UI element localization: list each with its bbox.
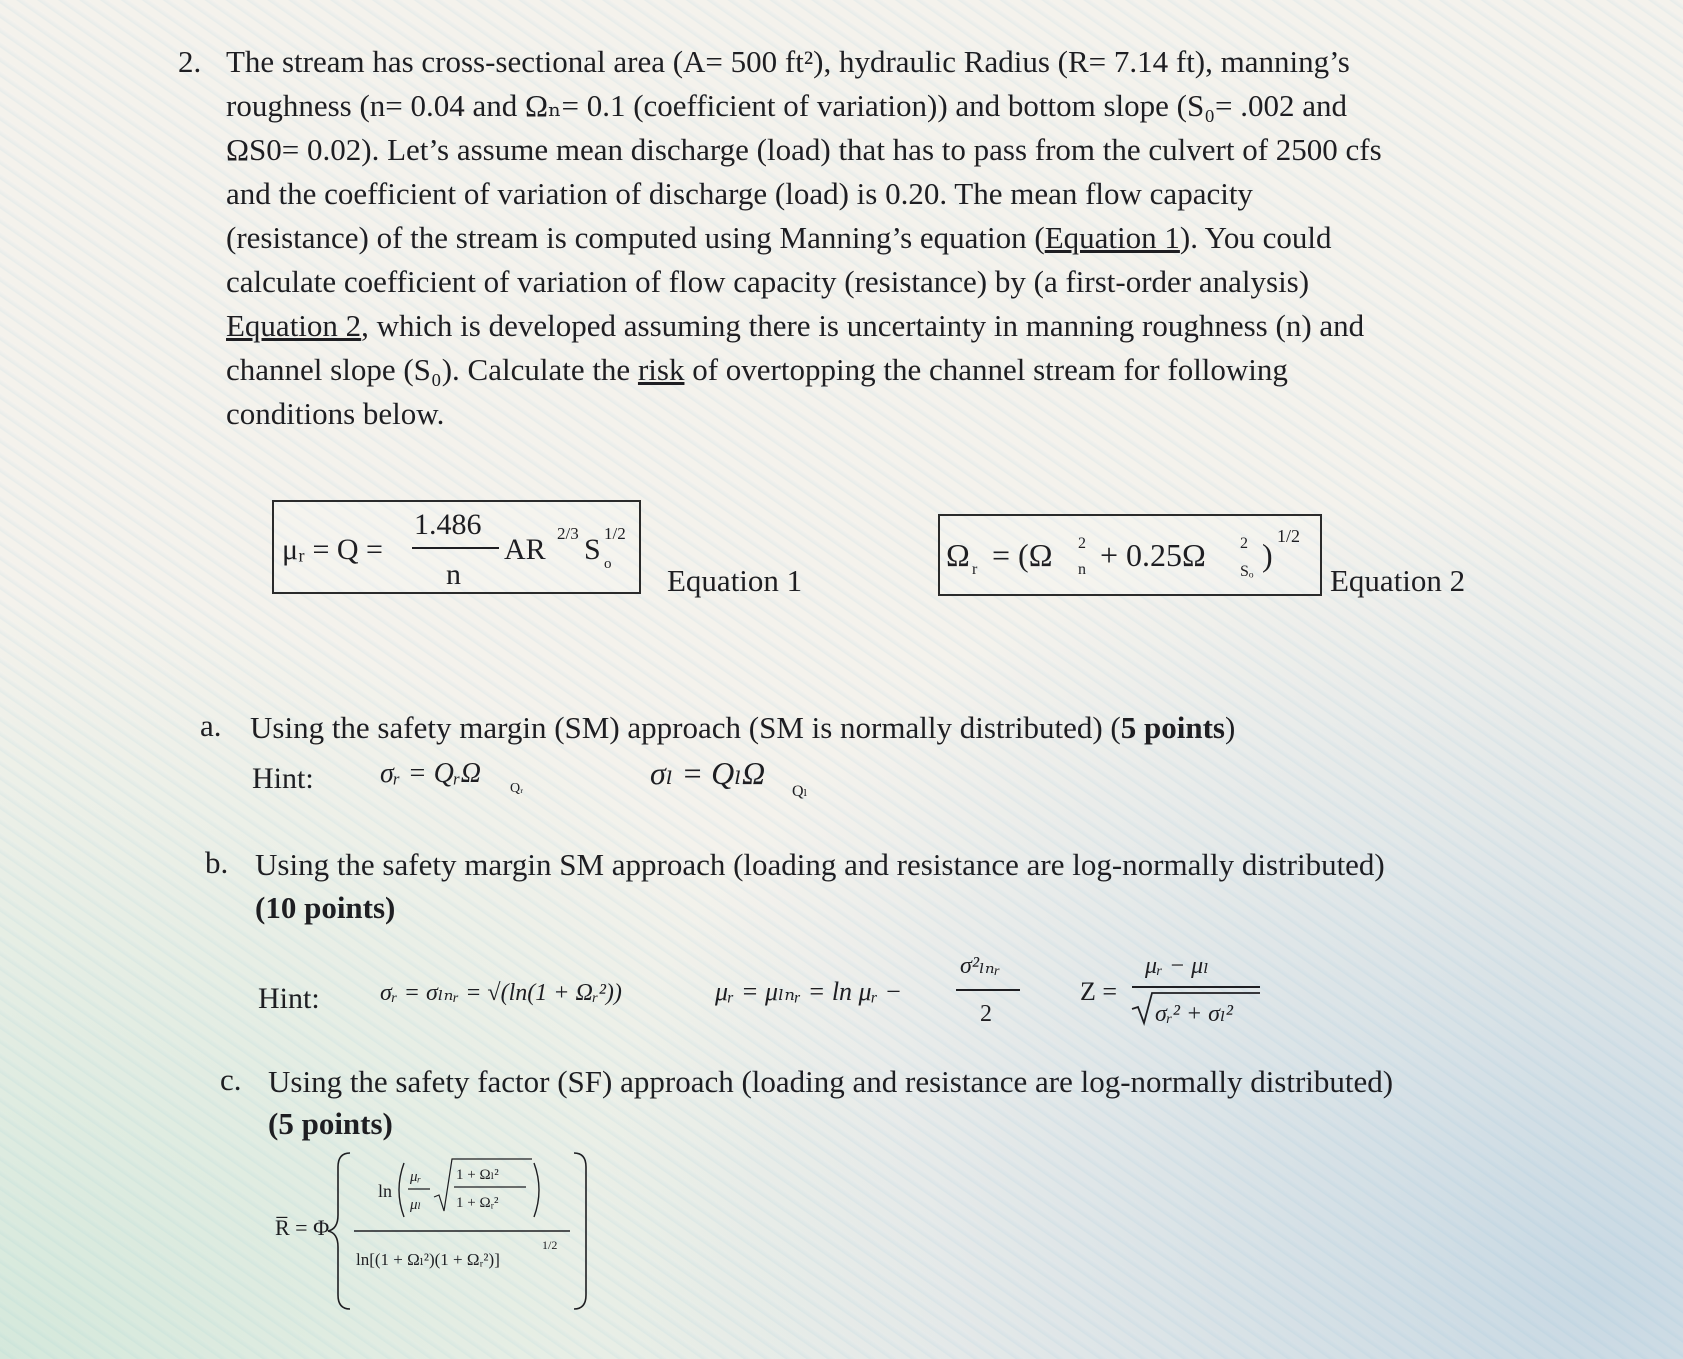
part-b-text: Using the safety margin SM approach (loading and resistance are log-normally distributed) <box>255 847 1385 882</box>
eq2-exponent: 1/2 <box>1277 526 1301 546</box>
part-a-label: a. <box>200 708 222 743</box>
part-c-text: Using the safety factor (SF) approach (loading and resistance are log-normally distributed) <box>268 1064 1394 1099</box>
equation-2-formula <box>940 516 1320 594</box>
part-c-den-exponent: 1/2 <box>542 1238 558 1252</box>
eq1-denominator: n <box>446 558 461 591</box>
eq1-lhs: μᵣ = Q = <box>282 533 383 566</box>
eq1-numerator: 1.486 <box>414 508 482 541</box>
stem-line-4: and the coefficient of variation of discharge (load) is 0.20. The mean flow capacity <box>226 176 1253 211</box>
part-c-close-paren <box>534 1163 539 1217</box>
eq2-close: ) <box>1262 537 1273 573</box>
part-c-lhs: R̅ = Φ <box>275 1215 330 1240</box>
stem-line-6: calculate coefficient of variation of flow capacity (resistance) by (a first-order analysis) <box>226 264 1310 299</box>
part-a-hints <box>380 752 840 802</box>
eq1-r-exponent: 2/3 <box>557 524 579 543</box>
stem-line-8-tail: of overtopping the channel stream for following <box>684 352 1288 387</box>
part-c-label: c. <box>220 1062 242 1097</box>
equation-2-label: Equation 2 <box>1330 563 1466 598</box>
equation-1-label: Equation 1 <box>667 563 803 598</box>
part-b-hint-3-num: μᵣ − μₗ <box>1145 953 1210 979</box>
eq2-r-subscript: r <box>972 561 978 578</box>
part-b-label: b. <box>205 845 229 880</box>
stem-line-1: The stream has cross-sectional area (A= 500 ft²), hydraulic Radius (R= 7.14 ft), manning’s <box>226 44 1350 79</box>
part-b-hint-2-lhs: μᵣ = μₗₙᵣ = ln μᵣ − <box>715 977 903 1006</box>
equation-1-formula <box>274 502 639 592</box>
eq2-plus-term: + 0.25Ω <box>1100 537 1206 573</box>
eq1-s: S <box>584 533 601 566</box>
equation-1-box <box>272 500 641 594</box>
part-b-hint-3-den: σᵣ² + σₗ² <box>1155 1001 1233 1027</box>
part-b-hint-3-lhs: Z = <box>1080 977 1118 1006</box>
equation-2-box <box>938 514 1322 596</box>
part-c-root-num: 1 + Ωₗ² <box>456 1167 499 1183</box>
part-b-hint-2-den: 2 <box>980 1001 992 1027</box>
part-a-text <box>250 708 1235 748</box>
stem-line-5 <box>226 216 1556 260</box>
part-c-root-den: 1 + Ωᵣ² <box>456 1195 499 1211</box>
part-b-hint-1: σᵣ = σₗₙᵣ = √(ln(1 + Ωᵣ²)) <box>380 980 622 1006</box>
part-c-mu-r: μᵣ <box>410 1169 422 1185</box>
eq2-n-sup: 2 <box>1078 535 1086 552</box>
part-a-hint-1: σᵣ = QᵣΩ <box>380 758 481 789</box>
part-a-hint-2-sub: Qₗ <box>792 783 808 800</box>
part-a-hint-2: σₗ = QₗΩ <box>650 755 766 791</box>
question-number: 2. <box>178 44 202 79</box>
part-b-points: (10 points) <box>255 890 396 925</box>
part-c-ln: ln <box>378 1181 393 1201</box>
eq2-open: = (Ω <box>992 537 1053 573</box>
part-a-question: Using the safety margin (SM) approach (SM is normally distributed) ( <box>250 710 1121 745</box>
eq2-omega-r: Ω <box>946 537 970 573</box>
question-stem <box>226 40 1556 436</box>
part-a-hint-1-sub: Qᵣ <box>510 781 524 796</box>
equation-2-reference: Equation 2 <box>226 308 362 343</box>
part-b-hints <box>380 925 1280 1035</box>
stem-line-5-tail: ). You could <box>1179 220 1332 255</box>
eq2-s-sup: 2 <box>1240 535 1248 552</box>
stem-line-8-text: channel slope (S₀). Calculate the <box>226 352 638 387</box>
stem-line-9: conditions below. <box>226 396 445 431</box>
eq2-s-sub: Sₒ <box>1240 563 1254 580</box>
part-c-right-brace <box>574 1153 586 1309</box>
eq2-n-sub: n <box>1078 561 1086 578</box>
part-c-points: (5 points) <box>268 1106 393 1141</box>
stem-line-7 <box>226 304 1556 348</box>
part-c-formula <box>270 1145 600 1320</box>
stem-line-8 <box>226 348 1556 392</box>
risk-word: risk <box>637 352 685 387</box>
stem-line-7-text: , which is developed assuming there is uncertainty in manning roughness (n) and <box>361 308 1365 343</box>
eq1-s-subscript: o <box>604 556 612 572</box>
part-c-open-paren <box>399 1163 404 1217</box>
part-b-hint-label: Hint: <box>258 982 320 1015</box>
eq1-s-exponent: 1/2 <box>604 524 626 543</box>
stem-line-2: roughness (n= 0.04 and Ωₙ= 0.1 (coefficient of variation)) and bottom slope (S₀= .002 and <box>226 88 1348 123</box>
eq1-ar: AR <box>504 533 546 566</box>
part-a-points: 5 points <box>1120 710 1225 745</box>
part-c-mu-l: μₗ <box>410 1197 422 1213</box>
part-a-hint-label: Hint: <box>252 762 314 795</box>
part-c-denominator: ln[(1 + Ωₗ²)(1 + Ωᵣ²)] <box>356 1250 500 1269</box>
part-b-hint-2-num: σ²ₗₙᵣ <box>960 953 1001 979</box>
equation-1-reference: Equation 1 <box>1044 220 1180 255</box>
stem-line-3: ΩS0= 0.02). Let’s assume mean discharge (load) that has to pass from the culvert of 2500 cfs <box>226 132 1382 167</box>
part-c-left-brace <box>328 1153 350 1309</box>
part-a-close: ) <box>1224 710 1236 745</box>
stem-line-5-text: (resistance) of the stream is computed using Manning’s equation ( <box>226 220 1045 255</box>
